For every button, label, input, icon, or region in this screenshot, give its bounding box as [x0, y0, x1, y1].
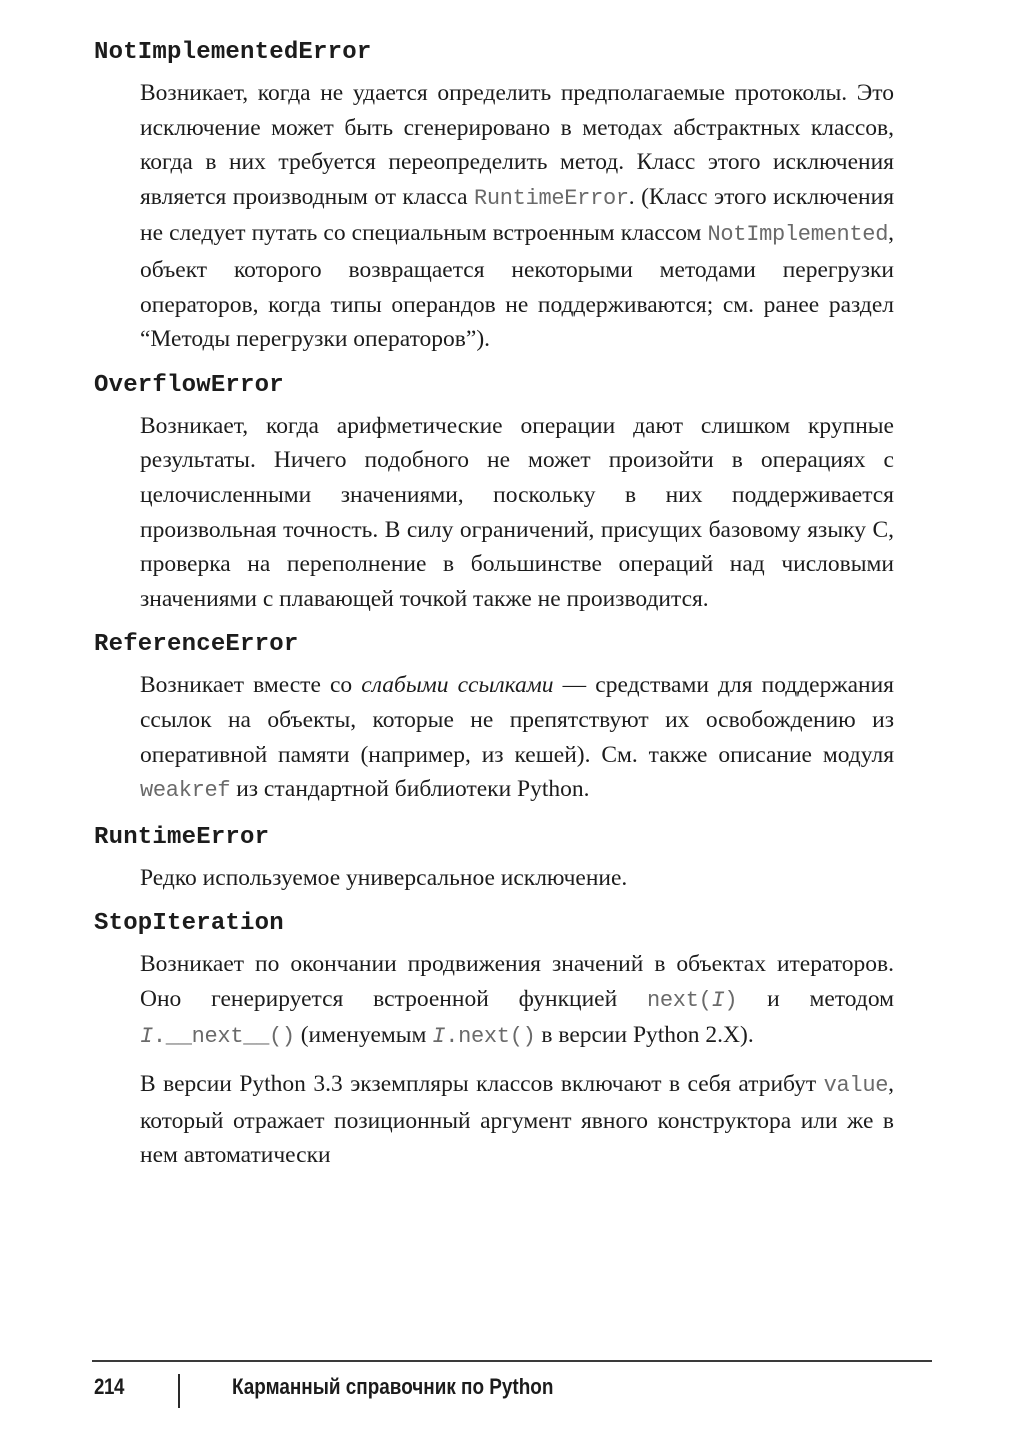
text-run: , который отражает позиционный аргумент явного конструктора или же в нем автоматически	[140, 1071, 894, 1169]
entry-description	[140, 76, 894, 357]
entry-term: RuntimeError	[94, 823, 270, 851]
inline-code	[432, 1024, 535, 1049]
page-content	[94, 36, 894, 1185]
code-part: )	[724, 987, 738, 1013]
text-run: Возникает по окончании продвижения значений в объектах итераторов. Оно генерируется встроенной функцией	[140, 951, 894, 1012]
footer-divider	[92, 1360, 932, 1362]
text-run: в версии Python 2.X).	[535, 1022, 754, 1049]
entry-description	[140, 861, 894, 896]
entry-description-continued	[140, 1067, 894, 1173]
inline-code	[647, 988, 737, 1013]
entry-description	[140, 668, 894, 808]
inline-code: weakref	[140, 778, 231, 804]
text-run: — средствами для поддержания ссылок на объекты, которые не препятствуют их освобождению из оперативной памяти (например, из кешей). См. также описание модуля	[140, 672, 894, 768]
entry-referenceerror	[94, 628, 894, 808]
inline-code	[140, 1024, 295, 1049]
running-footer-title: Карманный справочник по Python	[232, 1374, 554, 1399]
text-run: В версии Python 3.3 экземпляры классов включают в себя атрибут	[140, 1071, 824, 1098]
entry-term: StopIteration	[94, 910, 284, 938]
text-run: (именуемым	[294, 1022, 433, 1049]
code-italic: I	[432, 1024, 446, 1050]
text-run: из стандартной библиотеки Python.	[230, 776, 590, 803]
text-run: . (Класс этого исключения не следует путать со специальным встроенным классом	[140, 183, 895, 247]
entry-overflowerror	[94, 369, 894, 617]
text-run: Редко используемое универсальное исключение.	[140, 864, 628, 891]
code-italic: I	[140, 1024, 153, 1050]
code-part: .next()	[445, 1024, 536, 1050]
text-run: Возникает вместе со	[140, 672, 362, 699]
code-part: .__next__()	[152, 1024, 295, 1050]
footer-separator	[178, 1374, 180, 1408]
entry-notimplementederror	[94, 36, 894, 357]
page-number: 214	[94, 1374, 124, 1399]
text-run: Возникает, когда не удается определить предполагаемые протоколы. Это исключение может быть сгенерировано в методах абстрактных классов, когда в них требуется переопределить метод. Класс этого исключения является производным от класса	[140, 80, 894, 210]
inline-code: RuntimeError	[473, 185, 629, 211]
entry-term: NotImplementedError	[94, 39, 372, 66]
entry-runtimeerror	[94, 821, 894, 896]
text-run: Возникает, когда арифметические операции дают слишком крупные результаты. Ничего подобного не может произойти в операциях с целочисленными значениями, поскольку в них поддерживается произвольная точность. В силу ограничений, присущих базовому языку C, проверка на переполнение в большинстве операций над числовыми значениями с плавающей точкой также не производится.	[140, 412, 894, 612]
inline-code: NotImplemented	[707, 222, 889, 248]
code-italic: I	[711, 987, 725, 1013]
emphasis-text: слабыми ссылками	[361, 672, 554, 699]
entry-term: OverflowError	[94, 371, 284, 399]
entry-term: ReferenceError	[94, 631, 299, 659]
inline-code: value	[823, 1073, 889, 1099]
entry-description	[140, 409, 894, 617]
code-part: next(	[646, 987, 712, 1013]
entry-description	[140, 947, 894, 1055]
text-run: и методом	[737, 985, 894, 1012]
text-run: , объект которого возвращается некоторыми методами перегрузки операторов, когда типы операндов не поддерживаются; см. ранее раздел “Методы перегрузки операторов”).	[140, 220, 894, 353]
entry-stopiteration	[94, 907, 894, 1173]
